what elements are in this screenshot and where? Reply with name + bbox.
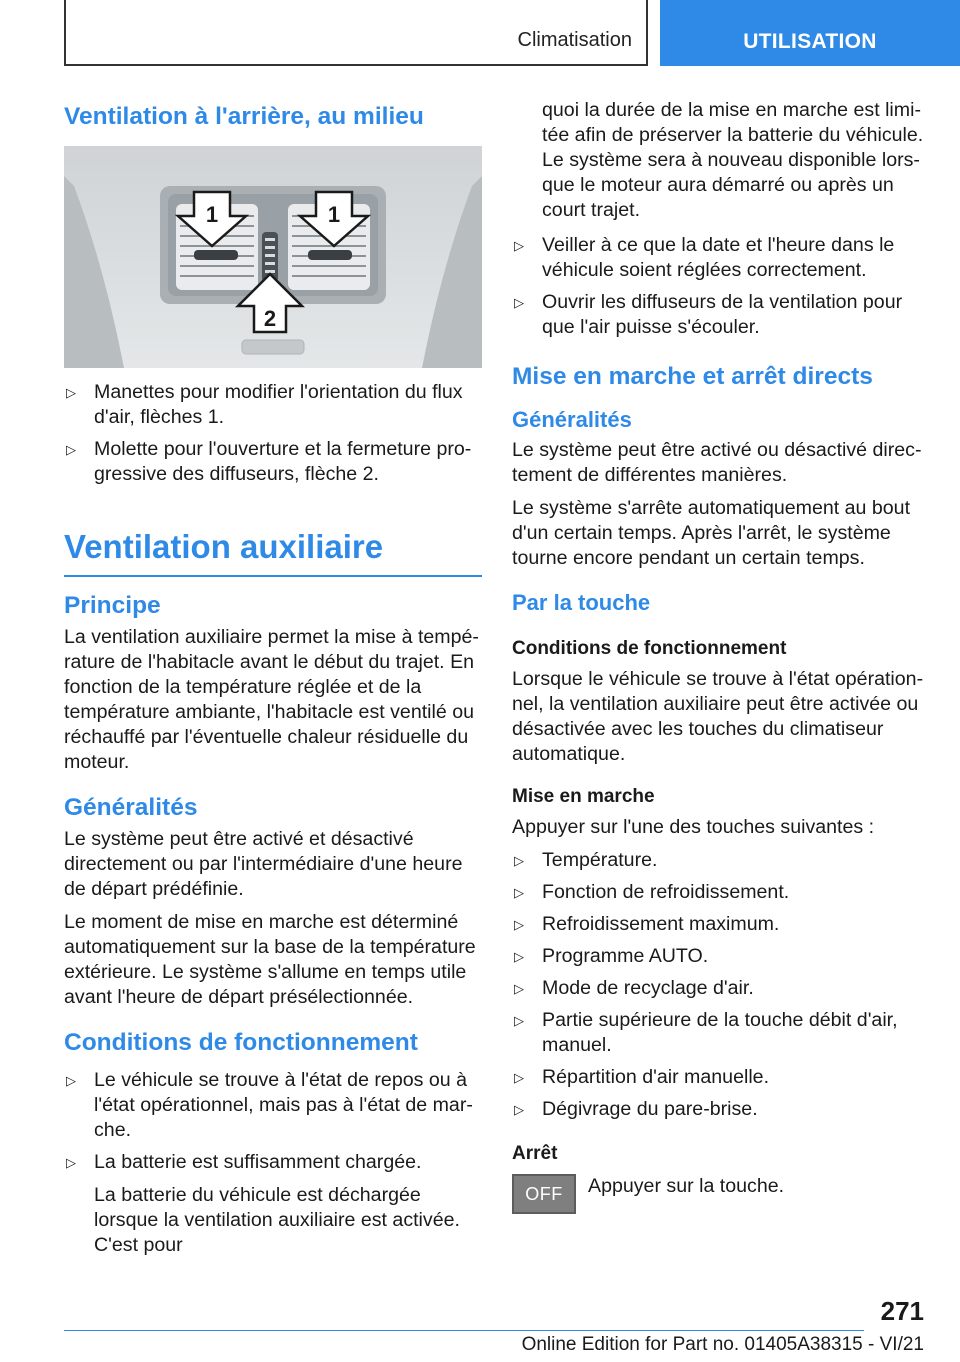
conditions-list (64, 1068, 482, 1258)
footer-edition: Online Edition for Part no. 01405A38315 - VI/21 (521, 1334, 924, 1355)
list-item: ▷ Manettes pour modifier l'orientation du flux d'air, flèches 1. (66, 381, 463, 428)
principe-text: La ventilation auxiliaire permet la mise à température de l'habitacle avant le début du trajet. En fonction de la température réglée et de la température ambiante, l'habitacle est ventilé ou réchauffé par l'éventuelle chaleur résiduelle du moteur. (64, 626, 479, 773)
list-item: ▷ Température. (514, 849, 658, 871)
list-item: ▷ Programme AUTO. (514, 945, 709, 967)
list-item: ▷ Dégivrage du pare-brise. (514, 1098, 758, 1120)
heading-auxiliary-ventilation: Ventilation auxiliaire (64, 527, 482, 577)
triangle-bullet-icon: ▷ (514, 238, 524, 253)
mise-en-marche-text: Appuyer sur l'une des touches suivantes : (512, 816, 875, 838)
list-item: ▷ Veiller à ce que la date et l'heure dans le véhicule soient réglées correctement. (514, 234, 895, 281)
list-item: ▷ Partie supérieure de la touche débit d'air, manuel. (514, 1009, 898, 1056)
list-item: ▷ Ouvrir les diffuseurs de la ventilation pour que l'air puisse s'écouler. (514, 291, 903, 338)
rear-vent-list (64, 380, 482, 487)
triangle-bullet-icon: ▷ (514, 885, 524, 900)
list-item: ▷ Le véhicule se trouve à l'état de repos ou à l'état opérationnel, mais pas à l'état de marche. (66, 1069, 473, 1141)
generalites2-text-1: Le système peut être activé ou désactivé directement de différentes manières. (512, 439, 922, 486)
battery-note-continued: quoi la durée de la mise en marche est limitée afin de préserver la batterie du véhicule. Le système sera à nouveau disponible lorsque le moteur aura démarré ou après un court trajet. (542, 99, 924, 221)
heading-par-la-touche: Par la touche (512, 590, 651, 615)
generalites-text-1: Le système peut être activé et désactivé directement ou par l'intermédiaire d'une heure de départ prédéfinie. (64, 828, 463, 900)
list-item: ▷ Molette pour l'ouverture et la fermeture progressive des diffuseurs, flèche 2. (66, 438, 472, 485)
heading-generalites: Généralités (64, 794, 198, 821)
triangle-bullet-icon: ▷ (66, 1073, 76, 1088)
triangle-bullet-icon: ▷ (514, 1102, 524, 1117)
heading-conditions: Conditions de fonctionnement (64, 1029, 418, 1056)
triangle-bullet-icon: ▷ (514, 1070, 524, 1085)
right-column (512, 98, 930, 1214)
start-keys-list (512, 848, 930, 1122)
photo-label-arrow2: 2 (263, 306, 277, 331)
off-row (512, 1174, 930, 1214)
triangle-bullet-icon: ▷ (66, 442, 76, 457)
header-section-box (64, 0, 648, 66)
list-item: ▷ Répartition d'air manuelle. (514, 1066, 770, 1088)
page-number: 271 (880, 1296, 924, 1326)
conditions2-text: Lorsque le véhicule se trouve à l'état opérationnel, la ventilation auxiliaire peut être activée ou désactivée avec les touches du climatiseur automatique. (512, 668, 924, 765)
rear-vents-photo (64, 146, 482, 368)
heading-generalites-2: Généralités (512, 407, 632, 432)
footer-divider (64, 1330, 864, 1331)
generalites-text-2: Le moment de mise en marche est déterminé automatiquement sur la base de la température extérieure. Le système s'allume en temps utile avant l'heure de départ présélectionnée. (64, 911, 476, 1008)
triangle-bullet-icon: ▷ (514, 853, 524, 868)
triangle-bullet-icon: ▷ (514, 949, 524, 964)
triangle-bullet-icon: ▷ (514, 1013, 524, 1028)
photo-label-arrow1-right: 1 (327, 202, 341, 227)
heading-principe: Principe (64, 592, 161, 619)
left-column (64, 92, 482, 1265)
heading-mise-en-marche: Mise en marche (512, 786, 655, 807)
heading-rear-ventilation: Ventilation à l'arrière, au milieu (64, 103, 424, 130)
triangle-bullet-icon: ▷ (514, 917, 524, 932)
photo-label-arrow1-left: 1 (205, 202, 219, 227)
heading-arret: Arrêt (512, 1143, 558, 1164)
heading-conditions-2: Conditions de fonctionnement (512, 638, 787, 659)
triangle-bullet-icon: ▷ (66, 1155, 76, 1170)
off-button[interactable]: OFF (512, 1174, 576, 1214)
triangle-bullet-icon: ▷ (514, 295, 524, 310)
triangle-bullet-icon: ▷ (66, 385, 76, 400)
battery-note: La batterie du véhicule est déchargée lorsque la ventilation auxiliaire est activée. C'est pour (94, 1184, 460, 1256)
header-tab-label: UTILISATION (743, 30, 877, 53)
header-section-title: Climatisation (517, 29, 632, 51)
list-item: ▷ Refroidissement maximum. (514, 913, 780, 935)
off-instruction: Appuyer sur la touche. (588, 1175, 785, 1197)
list-item: ▷ Fonction de refroidissement. (514, 881, 790, 903)
triangle-bullet-icon: ▷ (514, 981, 524, 996)
conditions-list-continued (512, 233, 930, 340)
heading-direct-start-stop: Mise en marche et arrêt directs (512, 363, 873, 390)
generalites2-text-2: Le système s'arrête automatiquement au bout d'un certain temps. Après l'arrêt, le système tourne encore pendant un certain temps. (512, 497, 911, 569)
list-item: ▷ Mode de recyclage d'air. (514, 977, 754, 999)
list-item: ▷ La batterie est suffisamment chargée. La batterie du véhicule est déchargée lorsque la ventilation auxiliaire est activée. C'est pour (64, 1150, 482, 1258)
header-tab[interactable] (660, 0, 960, 66)
